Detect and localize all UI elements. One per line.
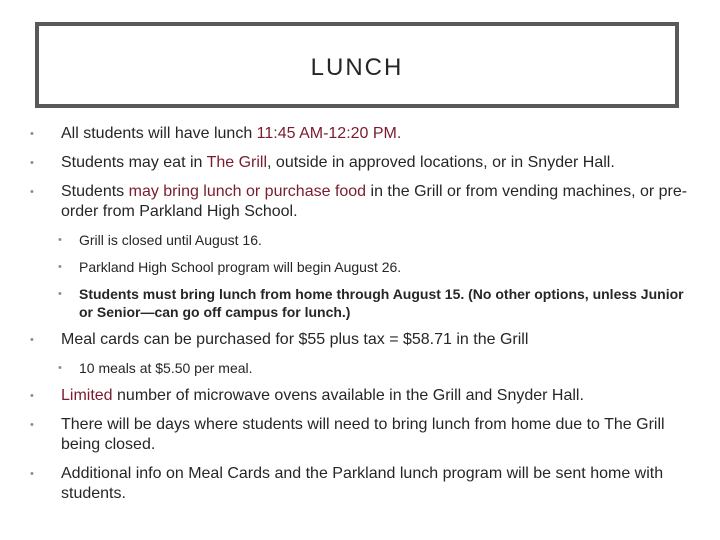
bullet-icon: •: [30, 390, 34, 402]
highlighted-text: 11:45 AM-12:20 PM.: [256, 125, 402, 142]
item-text: , outside in approved locations, or in Snyder Hall.: [267, 154, 615, 171]
item-text: in the Grill or from vending machines, or pre-order from Parkland High School.: [61, 183, 688, 220]
slide-title: LUNCH: [310, 54, 404, 81]
bullet-icon: •: [30, 157, 34, 169]
item-text: Meal cards can be purchased for $55 plus tax = $58.71 in the Grill: [61, 331, 529, 348]
highlighted-text: Limited: [61, 387, 113, 404]
item-text: Grill is closed until August 16.: [79, 232, 262, 248]
bullet-item: [28, 415, 688, 455]
bullet-icon: •: [30, 419, 34, 431]
highlighted-text: The Grill: [206, 154, 268, 171]
item-text: Additional info on Meal Cards and the Parkland lunch program will be sent home with students.: [61, 465, 664, 502]
item-text: There will be days where students will need to bring lunch from home due to The Grill being closed.: [61, 416, 665, 453]
item-text: 10 meals at $5.50 per meal.: [79, 360, 253, 376]
bullet-item: [28, 124, 688, 144]
bullet-item: [28, 330, 688, 350]
item-text: Students: [61, 183, 129, 200]
highlighted-text: may bring lunch or purchase food: [128, 183, 367, 200]
bullet-item: [28, 182, 688, 222]
item-text: All students will have lunch: [61, 125, 257, 142]
sub-bullet-item: [28, 359, 688, 377]
item-text: Parkland High School program will begin August 26.: [79, 259, 402, 275]
title-box: [35, 22, 679, 108]
item-text: number of microwave ovens available in the Grill and Snyder Hall.: [112, 387, 584, 404]
bullet-icon: •: [58, 288, 62, 300]
bullet-icon: •: [30, 334, 34, 346]
sub-bullet-item: [28, 231, 688, 249]
sub-bullet-item: [28, 285, 688, 321]
bullet-icon: •: [30, 186, 34, 198]
item-text: Students may eat in: [61, 154, 207, 171]
sub-bullet-item: [28, 258, 688, 276]
bullet-icon: •: [58, 362, 62, 374]
bullet-item: [28, 153, 688, 173]
bullet-icon: •: [30, 468, 34, 480]
bullet-item: [28, 464, 688, 504]
bullet-icon: •: [30, 128, 34, 140]
bullet-icon: •: [58, 261, 62, 273]
bullet-list: [28, 124, 688, 513]
bullet-icon: •: [58, 234, 62, 246]
bullet-item: [28, 386, 688, 406]
item-text: Students must bring lunch from home through August 15. (No other options, unless Junior or Senior—can go off campus for lunch.): [79, 286, 684, 320]
